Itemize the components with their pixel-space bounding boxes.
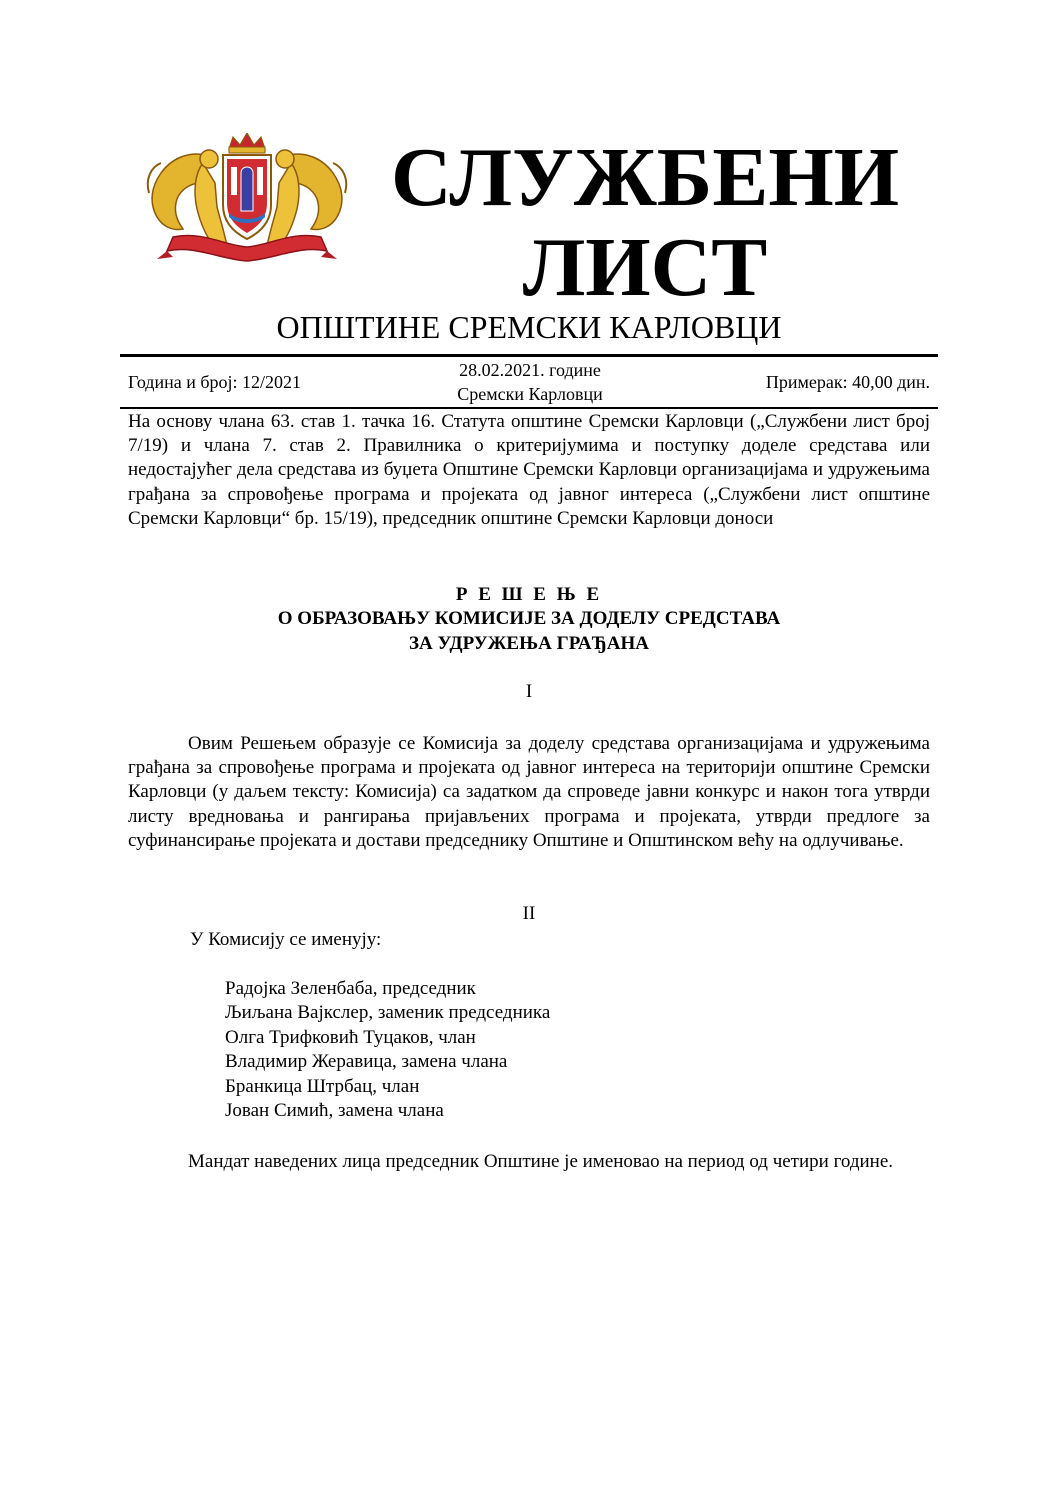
issue-place: Сремски Карловци <box>457 384 603 404</box>
issue-date: 28.02.2021. године <box>459 360 601 380</box>
decision-subject-line1: О ОБРАЗОВАЊУ КОМИСИЈЕ ЗА ДОДЕЛУ СРЕДСТАВА <box>277 608 781 629</box>
issue-date-place <box>380 358 680 406</box>
section-number-1: I <box>525 681 533 702</box>
preamble-paragraph: На основу члана 63. став 1. тачка 16. Статута општине Сремски Карловци („Службени лист број 7/19) и члана 7. став 2. Правилника о критеријумима и поступку доделе средстава или недостајућег дела средстава из буџета Општине Сремски Карловци организацијама и удружењима грађана за спровођење програма и пројеката од јавног интереса („Службени лист општине Сремски Карловци“ бр. 15/19), председник општине Сремски Карловци доноси <box>128 411 930 529</box>
issue-price: Примерак: 40,00 дин. <box>765 372 930 392</box>
list-item: Радојка Зеленбаба, председник <box>225 978 476 999</box>
mandate-paragraph: Мандат наведених лица председник Општине је именовао на период од четири године. <box>188 1151 894 1172</box>
masthead-title-line1: СЛУЖБЕНИ <box>390 131 900 224</box>
list-item: Владимир Жеравица, замена члана <box>225 1051 508 1073</box>
municipal-coat-of-arms-icon <box>143 133 351 266</box>
header-divider-top <box>120 354 938 357</box>
list-item: Јован Симић, замена члана <box>225 1100 444 1122</box>
list-item: Љиљана Вајкслер, заменик председника <box>225 1002 551 1024</box>
masthead-subtitle: ОПШТИНЕ СРЕМСКИ КАРЛОВЦИ <box>276 309 782 345</box>
commission-member-list <box>225 977 550 1123</box>
list-item: Олга Трифковић Туцаков, члан <box>225 1026 476 1048</box>
decision-heading: Р Е Ш Е Њ Е <box>455 584 603 605</box>
appointment-intro: У Комисију се именују: <box>190 929 382 950</box>
section-1-paragraph: Овим Решењем образује се Комисија за доделу средстава организацијама и удружењима грађана за спровођење програма и пројеката од јавног интереса на територији општине Сремски Карловци (у даљем тексту: Комисија) са задатком да спроведе јавни конкурс и након тога утврди листу вредновања и рангирања пријављених програма и пројеката, утврди предлоге за суфинансирање пројеката и достави председнику Општине и Општинском већу на одлучивање. <box>128 733 930 851</box>
decision-subject-line2: ЗА УДРУЖЕЊА ГРАЂАНА <box>408 633 650 654</box>
header-divider-bottom <box>120 407 938 409</box>
issue-year-number: Година и број: 12/2021 <box>128 372 302 392</box>
list-item: Бранкица Штрбац, члан <box>225 1075 420 1097</box>
masthead-title-line2: ЛИСТ <box>522 221 768 314</box>
section-number-2: II <box>522 903 536 924</box>
